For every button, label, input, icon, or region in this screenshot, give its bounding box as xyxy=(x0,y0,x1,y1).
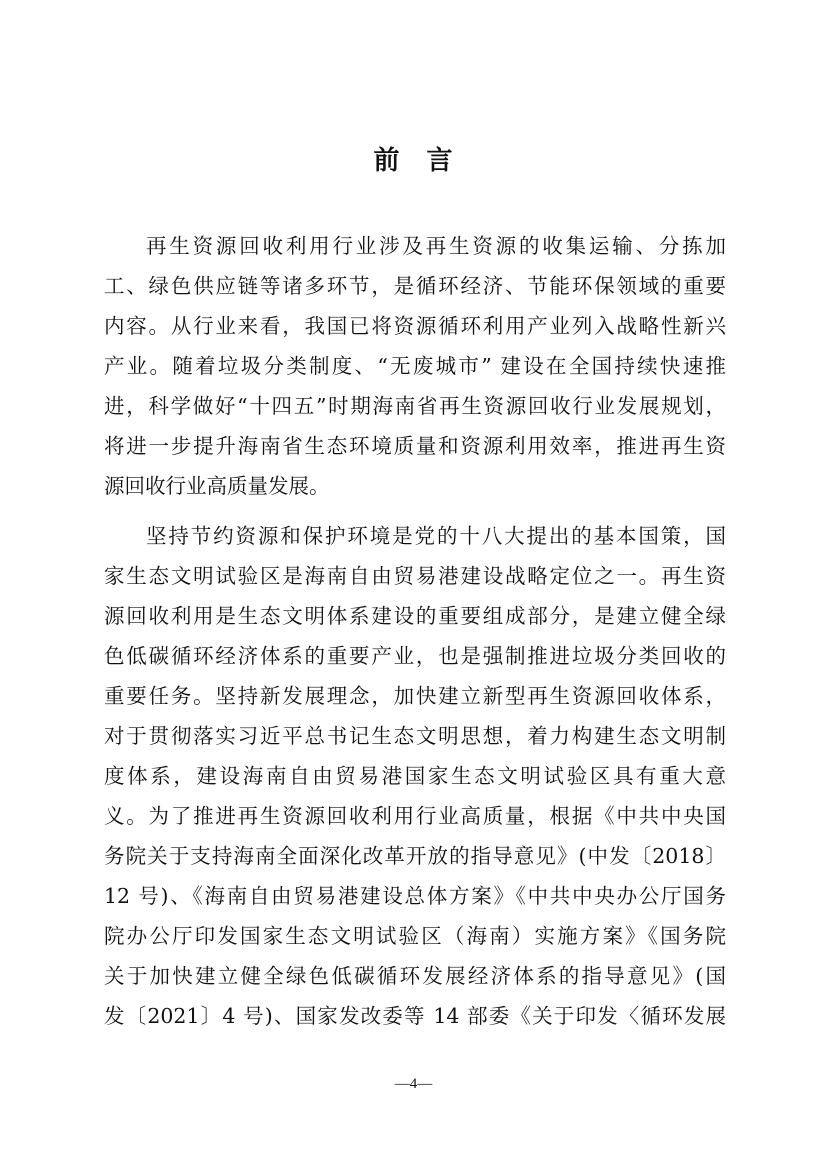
paragraph-2-line-10: 12 号)、《海南自由贸易港建设总体方案》《中共中央办公厅国务 xyxy=(104,884,726,908)
paragraph-2-line-5: 重要任务。坚持新发展理念，加快建立新型再生资源回收体系， xyxy=(104,684,726,708)
paragraph-2-line-9: 务院关于支持海南全面深化改革开放的指导意见》(中发〔2018〕 xyxy=(104,844,726,868)
page-number: —4— xyxy=(394,1076,433,1092)
title-char-1: 前 xyxy=(373,146,401,176)
page-title xyxy=(0,140,827,180)
paragraph-1-line-2: 工、绿色供应链等诸多环节，是循环经济、节能环保领域的重要 xyxy=(104,274,726,298)
paragraph-2-line-2: 家生态文明试验区是海南自由贸易港建设战略定位之一。再生资 xyxy=(104,564,726,588)
paragraph-2-line-4: 色低碳循环经济体系的重要产业，也是强制推进垃圾分类回收的 xyxy=(104,644,726,668)
paragraph-2-line-7: 度体系，建设海南自由贸易港国家生态文明试验区具有重大意 xyxy=(104,764,726,788)
paragraph-1-line-5: 进，科学做好“十四五”时期海南省再生资源回收行业发展规划， xyxy=(104,394,726,418)
paragraph-1-line-3: 内容。从行业来看，我国已将资源循环利用产业列入战略性新兴 xyxy=(104,314,726,338)
paragraph-2-line-3: 源回收利用是生态文明体系建设的重要组成部分，是建立健全绿 xyxy=(104,604,726,628)
title-char-2: 言 xyxy=(426,146,454,176)
paragraph-2-line-6: 对于贯彻落实习近平总书记生态文明思想，着力构建生态文明制 xyxy=(104,724,726,748)
paragraph-1-line-1: 再生资源回收利用行业涉及再生资源的收集运输、分拣加 xyxy=(146,234,726,258)
paragraph-2-line-13: 发〔2021〕4 号)、国家发改委等 14 部委《关于印发〈循环发展 xyxy=(104,1004,726,1028)
paragraph-1-line-7: 源回收行业高质量发展。 xyxy=(104,474,330,498)
paragraph-1-line-4: 产业。随着垃圾分类制度、“无废城市” 建设在全国持续快速推 xyxy=(104,354,726,378)
paragraph-2-line-11: 院办公厅印发国家生态文明试验区（海南）实施方案》《国务院 xyxy=(104,924,726,948)
paragraph-2-line-8: 义。为了推进再生资源回收利用行业高质量，根据《中共中央国 xyxy=(104,804,726,828)
paragraph-2-line-12: 关于加快建立健全绿色低碳循环发展经济体系的指导意见》(国 xyxy=(104,964,726,988)
paragraph-2-line-1: 坚持节约资源和保护环境是党的十八大提出的基本国策，国 xyxy=(146,524,726,548)
paragraph-1-line-6: 将进一步提升海南省生态环境质量和资源利用效率，推进再生资 xyxy=(104,434,726,458)
